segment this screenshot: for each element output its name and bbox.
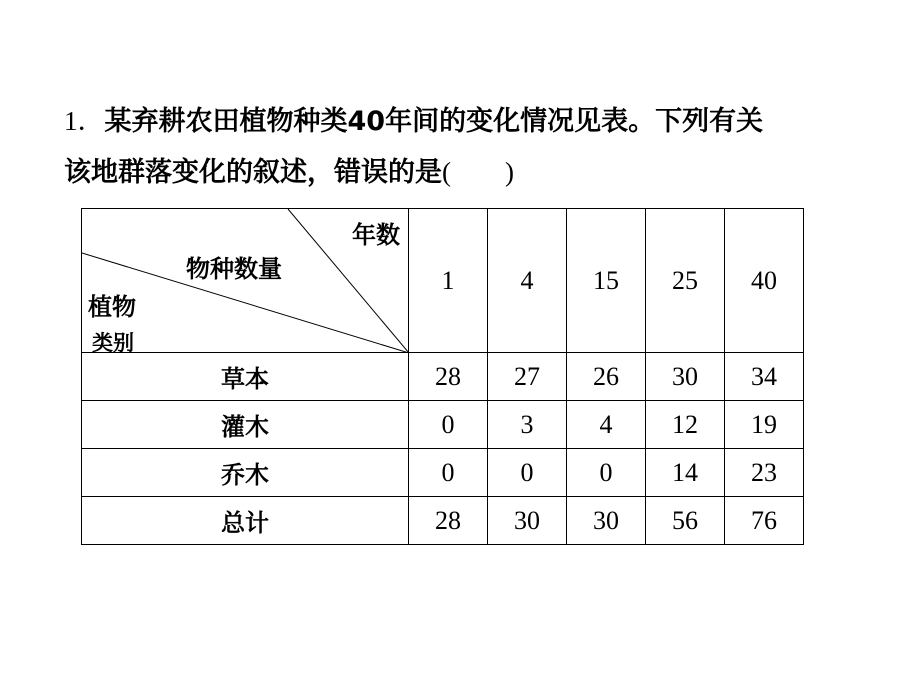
header-type-label: 类别 [92,331,134,355]
question-number: 1． [64,106,105,136]
species-table [81,208,804,545]
value-cell: 30 [488,497,567,545]
year-cell: 40 [725,209,804,353]
value-cell: 4 [567,401,646,449]
table-row [82,449,804,497]
value-cell: 14 [646,449,725,497]
value-cell: 56 [646,497,725,545]
question-text [64,96,844,198]
table-row [82,401,804,449]
year-cell: 25 [646,209,725,353]
year-cell: 15 [567,209,646,353]
question-line-1 [64,96,844,147]
header-plant-label: 植物 [88,293,136,321]
header-year-label: 年数 [352,221,400,249]
value-cell: 12 [646,401,725,449]
value-cell: 0 [567,449,646,497]
value-cell: 30 [567,497,646,545]
value-cell: 3 [488,401,567,449]
question-stem-line-1: 某弃耕农田植物种类40年间的变化情况见表。下列有关 [104,106,764,137]
table-header-row [82,209,804,353]
value-cell: 76 [725,497,804,545]
value-cell: 23 [725,449,804,497]
value-cell: 34 [725,353,804,401]
value-cell: 0 [409,449,488,497]
value-cell: 0 [409,401,488,449]
value-cell: 0 [488,449,567,497]
value-cell: 27 [488,353,567,401]
diagonal-header-cell [82,209,409,353]
row-label: 灌木 [82,401,409,449]
value-cell: 28 [409,353,488,401]
value-cell: 30 [646,353,725,401]
row-label: 乔木 [82,449,409,497]
question-line-2 [64,147,844,198]
year-cell: 4 [488,209,567,353]
value-cell: 19 [725,401,804,449]
question-stem-line-2: 该地群落变化的叙述，错误的是 [64,157,442,188]
value-cell: 28 [409,497,488,545]
header-species-label: 物种数量 [186,255,282,283]
answer-blank: ( ) [442,157,514,187]
row-label: 总计 [82,497,409,545]
year-cell: 1 [409,209,488,353]
value-cell: 26 [567,353,646,401]
table-row [82,353,804,401]
row-label: 草本 [82,353,409,401]
table-row [82,497,804,545]
